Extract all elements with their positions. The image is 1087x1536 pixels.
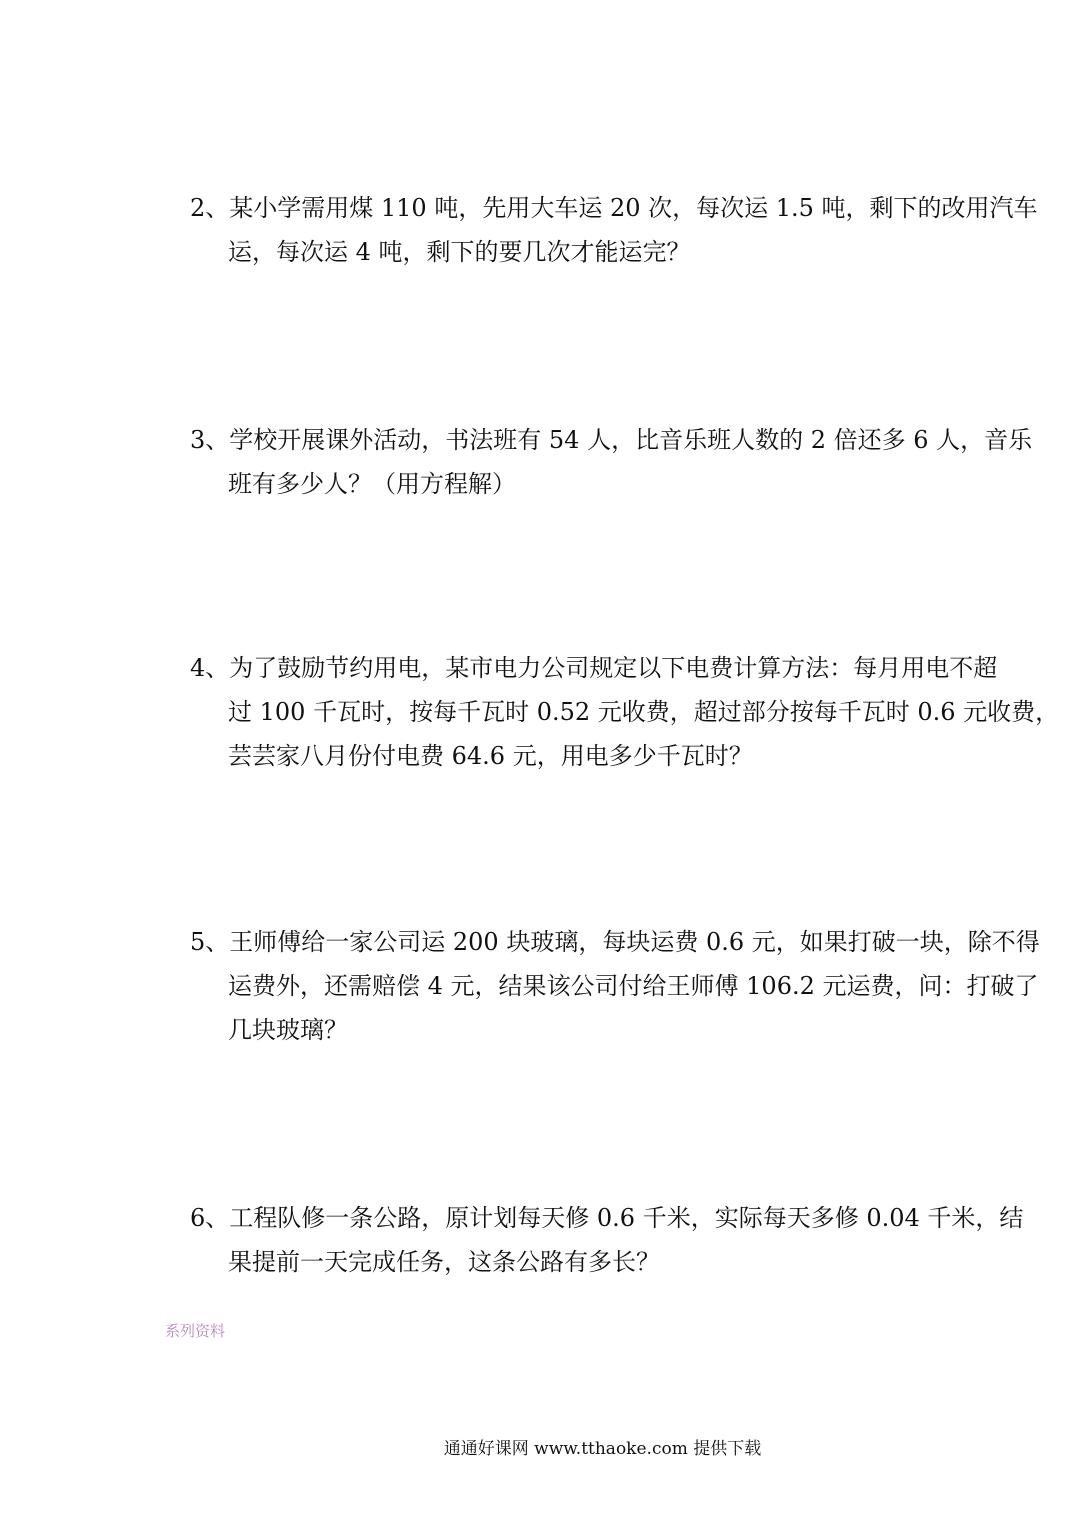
problem-line: 班有多少人？（用方程解） — [228, 470, 516, 498]
problem-line: 运费外，还需赔偿 4 元，结果该公司付给王师傅 106.2 元运费，问：打破了 — [228, 972, 1039, 1000]
problem-line: 运，每次运 4 吨，剩下的要几次才能运完？ — [228, 238, 691, 266]
problem-2 — [190, 186, 1042, 274]
problem-6 — [190, 1196, 1042, 1284]
problem-line: 几块玻璃？ — [228, 1016, 348, 1044]
problem-line: 3、学校开展课外活动，书法班有 54 人，比音乐班人数的 2 倍还多 6 人，音乐 — [190, 426, 1033, 454]
problem-line: 6、工程队修一条公路，原计划每天修 0.6 千米，实际每天多修 0.04 千米，结 — [190, 1204, 1024, 1232]
problem-line: 过 100 千瓦时，按每千瓦时 0.52 元收费，超过部分按每千瓦时 0.6 元收费， — [228, 698, 1060, 726]
problem-line: 果提前一天完成任务，这条公路有多长？ — [228, 1248, 660, 1276]
problem-5 — [190, 920, 1042, 1052]
problem-line: 5、王师傅给一家公司运 200 块玻璃，每块运费 0.6 元，如果打破一块，除不得 — [190, 928, 1040, 956]
source-footer: 通通好课网 www.tthaoke.com 提供下载 — [443, 1439, 762, 1459]
problem-4 — [190, 646, 1060, 778]
problem-line: 4、为了鼓励节约用电，某市电力公司规定以下电费计算方法：每月用电不超 — [190, 654, 998, 682]
problem-3 — [190, 418, 1042, 506]
series-note: 系列资料 — [165, 1322, 226, 1340]
problem-line: 2、某小学需用煤 110 吨，先用大车运 20 次，每次运 1.5 吨，剩下的改用汽车 — [190, 194, 1038, 222]
problem-line: 芸芸家八月份付电费 64.6 元，用电多少千瓦时？ — [228, 742, 753, 770]
